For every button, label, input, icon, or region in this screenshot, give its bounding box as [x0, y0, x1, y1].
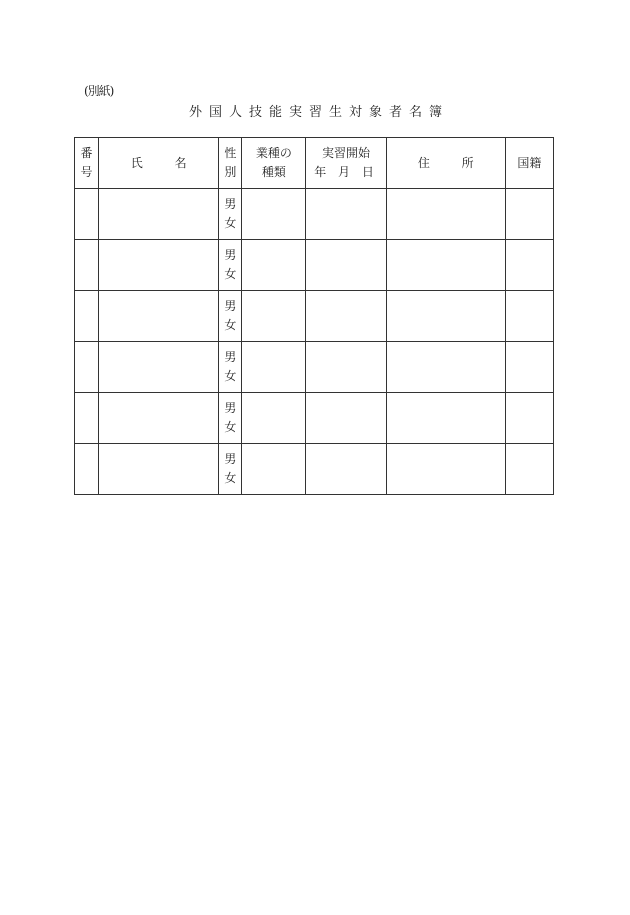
cell-sex[interactable]: [219, 342, 242, 393]
trainee-roster-table: [74, 137, 554, 495]
cell-sex[interactable]: [219, 291, 242, 342]
table-row: [75, 291, 554, 342]
sex-option-female[interactable]: 女: [224, 420, 237, 434]
cell-start-date[interactable]: [306, 240, 386, 291]
header-address: [386, 138, 505, 189]
cell-name[interactable]: [99, 189, 219, 240]
header-job-type-line1: 業種の: [255, 146, 292, 160]
cell-number[interactable]: [75, 393, 99, 444]
table-header-row: [75, 138, 554, 189]
cell-sex[interactable]: [219, 393, 242, 444]
cell-start-date[interactable]: [306, 342, 386, 393]
table-row: [75, 393, 554, 444]
header-number-line1: 番: [80, 146, 93, 160]
cell-name[interactable]: [99, 291, 219, 342]
header-sex-line2: 別: [224, 165, 237, 179]
cell-start-date[interactable]: [306, 189, 386, 240]
sex-option-female[interactable]: 女: [224, 369, 237, 383]
cell-start-date[interactable]: [306, 444, 386, 495]
cell-start-date[interactable]: [306, 393, 386, 444]
cell-job-type[interactable]: [242, 444, 306, 495]
cell-job-type[interactable]: [242, 240, 306, 291]
cell-nationality[interactable]: [505, 291, 553, 342]
cell-number[interactable]: [75, 240, 99, 291]
header-job-type-line2: 種類: [261, 165, 286, 179]
header-name-label: 氏 名: [130, 155, 201, 170]
header-sex: [219, 138, 242, 189]
header-nationality-label: 国籍: [517, 155, 542, 170]
sex-option-male[interactable]: 男: [224, 299, 237, 313]
header-start-date: [306, 138, 386, 189]
cell-name[interactable]: [99, 393, 219, 444]
cell-job-type[interactable]: [242, 189, 306, 240]
cell-number[interactable]: [75, 342, 99, 393]
cell-nationality[interactable]: [505, 240, 553, 291]
cell-job-type[interactable]: [242, 393, 306, 444]
header-name: [99, 138, 219, 189]
header-start-date-line2: 年 月 日: [314, 165, 378, 179]
cell-nationality[interactable]: [505, 189, 553, 240]
cell-address[interactable]: [386, 393, 505, 444]
sex-option-female[interactable]: 女: [224, 216, 237, 230]
header-start-date-line1: 実習開始: [322, 146, 371, 160]
header-sex-line1: 性: [224, 146, 237, 160]
cell-name[interactable]: [99, 240, 219, 291]
cell-name[interactable]: [99, 342, 219, 393]
table-row: [75, 240, 554, 291]
document-title: 外国人技能実習生対象者名簿: [188, 105, 449, 120]
table-row: [75, 189, 554, 240]
cell-sex[interactable]: [219, 444, 242, 495]
cell-start-date[interactable]: [306, 291, 386, 342]
cell-nationality[interactable]: [505, 393, 553, 444]
cell-number[interactable]: [75, 291, 99, 342]
cell-nationality[interactable]: [505, 444, 553, 495]
cell-address[interactable]: [386, 342, 505, 393]
cell-nationality[interactable]: [505, 342, 553, 393]
sex-option-male[interactable]: 男: [224, 248, 237, 262]
cell-number[interactable]: [75, 444, 99, 495]
sex-option-female[interactable]: 女: [224, 267, 237, 281]
sex-option-female[interactable]: 女: [224, 471, 237, 485]
cell-address[interactable]: [386, 240, 505, 291]
header-job-type: [242, 138, 306, 189]
sex-option-male[interactable]: 男: [224, 401, 237, 415]
sex-option-male[interactable]: 男: [224, 197, 237, 211]
header-number-line2: 号: [80, 165, 93, 179]
cell-job-type[interactable]: [242, 291, 306, 342]
header-address-label: 住 所: [417, 155, 488, 170]
header-nationality: [505, 138, 553, 189]
sex-option-male[interactable]: 男: [224, 452, 237, 466]
annex-label: (別紙): [84, 84, 114, 98]
sex-option-female[interactable]: 女: [224, 318, 237, 332]
cell-address[interactable]: [386, 444, 505, 495]
table-row: [75, 342, 554, 393]
header-number: [75, 138, 99, 189]
cell-name[interactable]: [99, 444, 219, 495]
cell-sex[interactable]: [219, 240, 242, 291]
cell-address[interactable]: [386, 291, 505, 342]
cell-number[interactable]: [75, 189, 99, 240]
cell-address[interactable]: [386, 189, 505, 240]
cell-sex[interactable]: [219, 189, 242, 240]
sex-option-male[interactable]: 男: [224, 350, 237, 364]
cell-job-type[interactable]: [242, 342, 306, 393]
table-row: [75, 444, 554, 495]
